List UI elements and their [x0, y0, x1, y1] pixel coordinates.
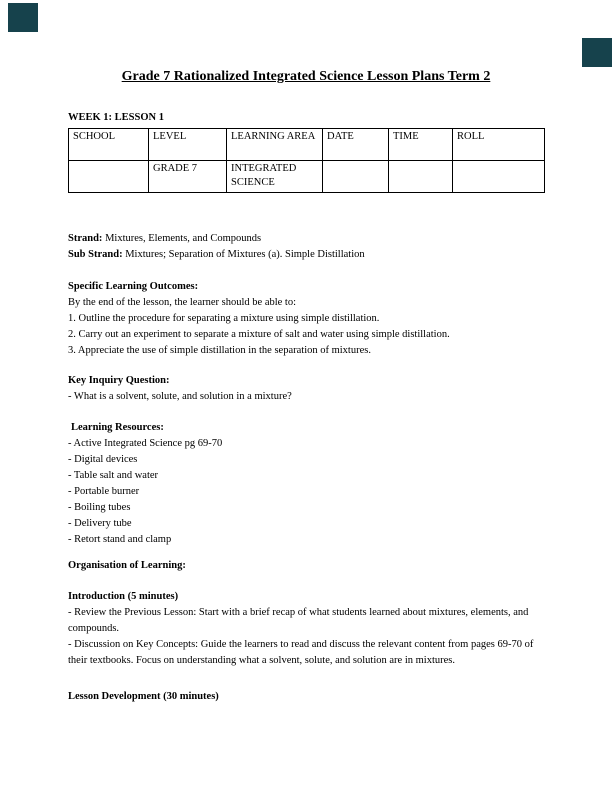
outcome-item: 1. Outline the procedure for separating a mixture using simple distillation.	[68, 313, 380, 324]
section-learning-resources	[68, 420, 544, 548]
resource-item: - Active Integrated Science pg 69-70	[68, 438, 223, 449]
section-introduction	[68, 589, 544, 669]
corner-mark-top-left	[8, 3, 38, 32]
week-heading: WEEK 1: LESSON 1	[68, 112, 164, 123]
outcome-item: 2. Carry out an experiment to separate a mixture of salt and water using simple distillation.	[68, 329, 450, 340]
section-key-inquiry	[68, 373, 544, 405]
sub-strand-label: Sub Strand:	[68, 249, 123, 260]
resource-item: - Portable burner	[68, 486, 140, 497]
section-learning-outcomes	[68, 279, 544, 359]
sub-strand-value: Mixtures; Separation of Mixtures (a). Simple Distillation	[122, 249, 365, 260]
strand-line	[68, 231, 544, 247]
outcomes-heading: Specific Learning Outcomes:	[68, 281, 199, 292]
info-table-cell-date	[323, 161, 389, 193]
lesson-info-table	[68, 128, 545, 193]
info-table-cell-school	[69, 161, 149, 193]
introduction-paragraph: - Discussion on Key Concepts: Guide the learners to read and discuss the relevant content from pages 69-70 of their textbooks. Focus on understanding what a solvent, solute, and solution are in mixtures.	[68, 639, 534, 666]
info-table-header-roll: ROLL	[453, 129, 545, 161]
strand-value: Mixtures, Elements, and Compounds	[102, 233, 262, 244]
info-table-header-school: SCHOOL	[69, 129, 149, 161]
organisation-heading: Organisation of Learning:	[68, 560, 186, 571]
introduction-heading: Introduction (5 minutes)	[68, 591, 179, 602]
outcome-item: 3. Appreciate the use of simple distillation in the separation of mixtures.	[68, 345, 371, 356]
section-strand	[68, 231, 544, 263]
introduction-paragraph: - Review the Previous Lesson: Start with a brief recap of what students learned about mixtures, elements, and compounds.	[68, 607, 529, 634]
resources-heading: Learning Resources:	[71, 422, 164, 433]
info-table-value-row	[69, 161, 545, 193]
outcomes-intro: By the end of the lesson, the learner should be able to:	[68, 297, 297, 308]
lesson-development-heading: Lesson Development (30 minutes)	[68, 691, 219, 702]
info-table-cell-time	[389, 161, 453, 193]
sub-strand-line	[68, 247, 544, 263]
page-title: Grade 7 Rationalized Integrated Science Lesson Plans Term 2	[121, 69, 491, 84]
info-table-cell-learning-area: INTEGRATED SCIENCE	[227, 161, 323, 193]
section-organisation	[68, 558, 544, 574]
info-table-header-time: TIME	[389, 129, 453, 161]
key-inquiry-heading: Key Inquiry Question:	[68, 375, 170, 386]
corner-mark-top-right	[582, 38, 612, 67]
info-table-header-learning-area: LEARNING AREA	[227, 129, 323, 161]
document-body	[0, 110, 612, 705]
resource-item: - Retort stand and clamp	[68, 534, 172, 545]
info-table-header-date: DATE	[323, 129, 389, 161]
resource-item: - Delivery tube	[68, 518, 132, 529]
info-table-cell-roll	[453, 161, 545, 193]
resource-item: - Boiling tubes	[68, 502, 131, 513]
info-table-cell-level: GRADE 7	[149, 161, 227, 193]
key-inquiry-item: - What is a solvent, solute, and solution in a mixture?	[68, 391, 292, 402]
info-table-header-level: LEVEL	[149, 129, 227, 161]
info-table-header-row	[69, 129, 545, 161]
resource-item: - Digital devices	[68, 454, 138, 465]
resource-item: - Table salt and water	[68, 470, 159, 481]
strand-label: Strand:	[68, 233, 103, 244]
section-lesson-development	[68, 689, 544, 705]
